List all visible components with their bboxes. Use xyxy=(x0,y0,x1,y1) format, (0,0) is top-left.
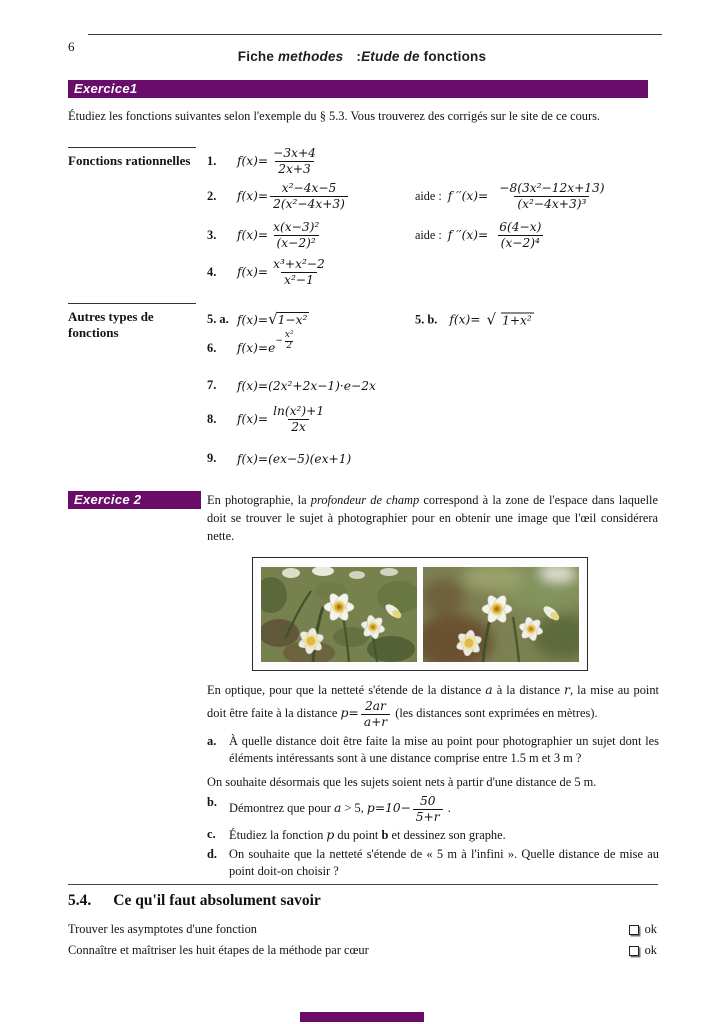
sqrt-sign: √ xyxy=(486,310,497,328)
section-5-4-title xyxy=(68,892,321,910)
formula-8 xyxy=(207,404,694,434)
formula-4-fraction: $\frac{\text{x³+x²−2}}{\text{x²−1}}$ xyxy=(273,257,325,287)
formula-6-exponent: − $\frac{\text{x²}}{2}$ xyxy=(275,330,294,351)
formula-5b-lhs: f(x)= xyxy=(449,312,481,327)
formula-5 xyxy=(207,312,694,327)
checklist xyxy=(68,919,657,961)
formula-1 xyxy=(207,146,694,176)
formula-8-number: 8. xyxy=(207,411,217,426)
exercise1-banner-label: Exercice1 xyxy=(74,81,138,96)
section-rule xyxy=(68,884,658,885)
question-b-fraction: $\frac{50}{5+r}$ xyxy=(413,794,443,824)
question-a-text: À quelle distance doit être faite la mise au point pour photographier un sujet dont les éléments intéressants sont à une distance comprise entre 1.5 m et 3 m ? xyxy=(229,734,659,765)
question-a-label: a. xyxy=(207,734,217,748)
checklist-ok-label: ok xyxy=(644,922,657,936)
formula-4-number: 4. xyxy=(207,264,217,279)
checklist-row xyxy=(68,919,657,940)
formula-7: 7. f(x)=(2x²+2x−1)·e −2x xyxy=(207,378,376,393)
photo-frame xyxy=(252,557,588,671)
formula-4 xyxy=(207,257,694,287)
photo-sharp-background xyxy=(261,567,417,662)
checklist-item-text: Trouver les asymptotes d'une fonction xyxy=(68,922,257,936)
formula-3-lhs: f(x)= xyxy=(237,228,269,242)
doc-title-fiche: Fiche xyxy=(237,49,275,64)
exercise2-intro: En photographie, la profondeur de champ correspond à la zone de l'espace dans laquelle doit se trouver le sujet à photographier pour en obtenir une image que l'œil considérera nette. xyxy=(207,493,658,543)
group-label-autres-types: Autres types de fonctions xyxy=(68,303,196,341)
question-c-text: Étudiez la fonction p du point b et dessinez son graphe. xyxy=(229,827,506,842)
doc-title-methodes: methodes xyxy=(278,49,344,64)
doc-title-colon: : xyxy=(356,49,362,64)
formula-2-aide: aide : f ′′(x)= $\frac{\text{−8(3x²−12x+13)}}{\text{(x²−4x+3)³}}$ xyxy=(415,181,605,211)
formula-4-lhs: f(x)= xyxy=(237,265,269,279)
checkbox-icon xyxy=(629,925,639,935)
formula-3-fraction: $\frac{\text{x(x−3)²}}{\text{(x−2)²}}$ xyxy=(273,220,320,250)
formula-9: 9. f(x)=(e x −5)(e x +1) xyxy=(207,451,352,466)
formula-1-fraction: $\frac{-3x+4}{2x+3}$ xyxy=(273,146,316,176)
footer-bar xyxy=(300,1012,424,1022)
formula-8-fraction: $\frac{\text{ln(x²)+1}}{2x}$ xyxy=(273,404,325,434)
header-rule xyxy=(88,34,662,35)
focus-distance-fraction: $\frac{2ar}{a+r}$ xyxy=(361,699,390,729)
exercise1-banner xyxy=(68,80,648,98)
formula-6-base: f(x)=e xyxy=(237,341,276,355)
page-number: 6 xyxy=(68,39,75,54)
exercise2-optics xyxy=(207,681,659,882)
sqrt-sign: √ xyxy=(268,310,278,328)
formula-5b-radicand: 1+x² xyxy=(502,313,532,327)
formula-7-number: 7. xyxy=(207,378,217,392)
formula-9-number: 9. xyxy=(207,451,217,465)
question-b xyxy=(207,794,659,824)
checklist-row xyxy=(68,940,657,961)
formula-1-number: 1. xyxy=(207,153,217,168)
question-b-label: b. xyxy=(207,795,217,809)
doc-title-etude: Etude de xyxy=(361,49,420,64)
section-number: 5.4. xyxy=(68,892,92,909)
note-5m: On souhaite désormais que les sujets soient nets à partir d'une distance de 5 m. xyxy=(207,775,597,789)
checklist-ok-label: ok xyxy=(644,943,657,957)
formula-2-fraction: $\frac{\text{x²−4x−5}}{\text{2(x²−4x+3)}}$ xyxy=(270,181,348,211)
formula-6-number: 6. xyxy=(207,340,217,355)
formula-5a-number: 5. a. xyxy=(207,312,229,326)
formula-5b xyxy=(415,312,534,327)
question-b-text: Démontrez que pour a > 5, p=10− $\frac{50}{5+r}$ . xyxy=(229,794,451,824)
formula-2-number: 2. xyxy=(207,188,217,203)
formula-5a-lhs: f(x)= xyxy=(237,312,269,327)
question-a xyxy=(207,733,659,767)
optics-paragraph: En optique, pour que la netteté s'étende de la distance a à la distance r, la mise au point doit être faite à la distance p= $\frac{2ar}{a+r}$ (les distances sont exprimées en mètres). xyxy=(207,682,659,729)
question-d-label: d. xyxy=(207,847,217,861)
formula-2-lhs: f(x)= xyxy=(237,189,269,203)
question-c-label: c. xyxy=(207,827,216,841)
formula-5b-number: 5. b. xyxy=(415,312,438,326)
section-title-text: Ce qu'il faut absolument savoir xyxy=(113,892,321,909)
formula-6 xyxy=(207,330,694,358)
formula-3-aide: aide : f ′′(x)= $\frac{6(4-x)}{\text{(x−2)⁴}}$ xyxy=(415,220,542,250)
profondeur-de-champ-term: profondeur de champ xyxy=(310,493,420,507)
formula-3-number: 3. xyxy=(207,227,217,242)
formula-1-lhs: f(x)= xyxy=(237,154,269,168)
exercise1-intro: Étudiez les fonctions suivantes selon l'exemple du § 5.3. Vous trouverez des corrigés sur le site de ce cours. xyxy=(68,109,601,123)
formula-3 xyxy=(207,220,694,250)
formula-2 xyxy=(207,181,694,211)
formula-5a-radicand: 1−x² xyxy=(277,313,308,327)
formula-7-body: f(x)=(2x²+2x−1)·e xyxy=(237,378,352,393)
question-d xyxy=(207,846,659,880)
doc-title xyxy=(0,49,724,64)
question-d-text: On souhaite que la netteté s'étende de « 5 m à l'infini ». Quelle distance de mise au point doit-on choisir ? xyxy=(229,847,659,878)
exercise2-banner-label: Exercice 2 xyxy=(74,492,142,507)
checklist-item-text: Connaître et maîtriser les huit étapes de la méthode par cœur xyxy=(68,943,369,957)
group-label-fonctions-rationnelles: Fonctions rationnelles xyxy=(68,147,196,169)
photo-blurred-background xyxy=(423,567,579,662)
doc-title-fonctions: fonctions xyxy=(423,49,487,64)
checkbox-icon xyxy=(629,946,639,956)
exercise2-banner xyxy=(68,491,201,509)
question-c xyxy=(207,826,659,844)
formula-8-lhs: f(x)= xyxy=(237,412,269,426)
